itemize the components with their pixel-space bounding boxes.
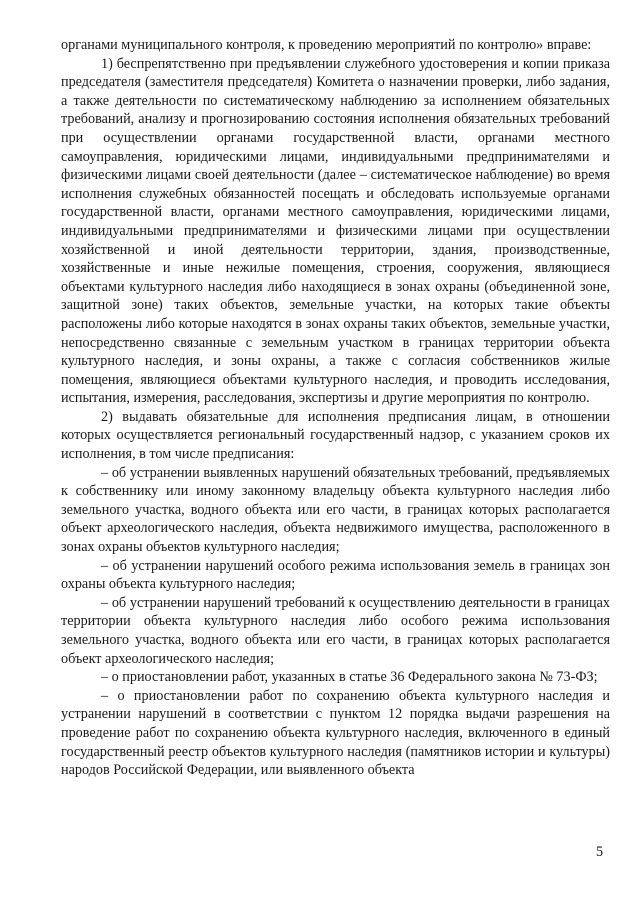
paragraph-dash-4: – о приостановлении работ, указанных в статье 36 Федерального закона № 73-ФЗ; — [101, 669, 598, 686]
paragraph-dash-1: – об устранении выявленных нарушений обязательных требований, предъявляемых к собственнику или иному законному владельцу объекта культурного наследия либо земельного участка, водного объекта или его части, в границах которых располагается объект археологического наследия, объекта недвижимого имущества, расположенного в зонах охраны объектов культурного наследия; — [61, 464, 610, 556]
paragraph-dash-5: – о приостановлении работ по сохранению объекта культурного наследия и устранении нарушений в соответствии с пунктом 12 порядка выдачи разрешения на проведение работ по сохранению объекта культурного наследия, включенного в единый государственный реестр объектов культурного наследия (памятников истории и культуры) народов Российской Федерации, или выявленного объекта — [61, 687, 610, 779]
paragraph-dash-3: – об устранении нарушений требований к осуществлению деятельности в границах территории объекта культурного наследия либо особого режима использования земельного участка, водного объекта или его части, в границах которых располагается объект археологического наследия; — [61, 594, 610, 667]
page-number: 5 — [596, 844, 604, 860]
paragraph-item-1: 1) беспрепятственно при предъявлении служебного удостоверения и копии приказа председателя (заместителя председателя) Комитета о назначении проверки, либо задания, а также деятельности по систематическому наблюдению за исполнением обязательных требований, анализу и прогнозированию состояния исполнения обязательных требований при осуществлении органами государственной власти, органами местного самоуправления, юридическими лицами, индивидуальными предпринимателями и физическими лицами своей деятельности (далее – систематическое наблюдение) во время исполнения служебных обязанностей посещать и обследовать используемые органами государственной власти, органами местного самоуправления, юридическими лицами, индивидуальными предпринимателями и физическими лицами при осуществлении хозяйственной и иной деятельности территории, здания, производственные, хозяйственные и иные нежилые помещения, строения, сооружения, являющиеся объектами культурного наследия либо находящиеся в зонах охраны (объединенной зоне, защитной зоне) таких объектов, земельные участки, на которых такие объекты расположены либо которые находятся в зонах охраны таких объектов, земельные участки, непосредственно связанные с земельным участком в границах территории объекта культурного наследия, и зоны охраны, а также с согласия собственников жилые помещения, являющиеся объектами культурного наследия, и проводить исследования, испытания, измерения, расследования, экспертизы и другие мероприятия по контролю. — [61, 55, 610, 407]
paragraph-continuation: органами муниципального контроля, к проведению мероприятий по контролю» вправе: — [61, 37, 592, 53]
document-body — [61, 36, 610, 780]
paragraph-dash-2: – об устранении нарушений особого режима использования земель в границах зон охраны объекта культурного наследия; — [61, 557, 610, 593]
paragraph-item-2: 2) выдавать обязательные для исполнения предписания лицам, в отношении которых осуществляется региональный государственный надзор, с указанием сроков их исполнения, в том числе предписания: — [61, 408, 610, 463]
